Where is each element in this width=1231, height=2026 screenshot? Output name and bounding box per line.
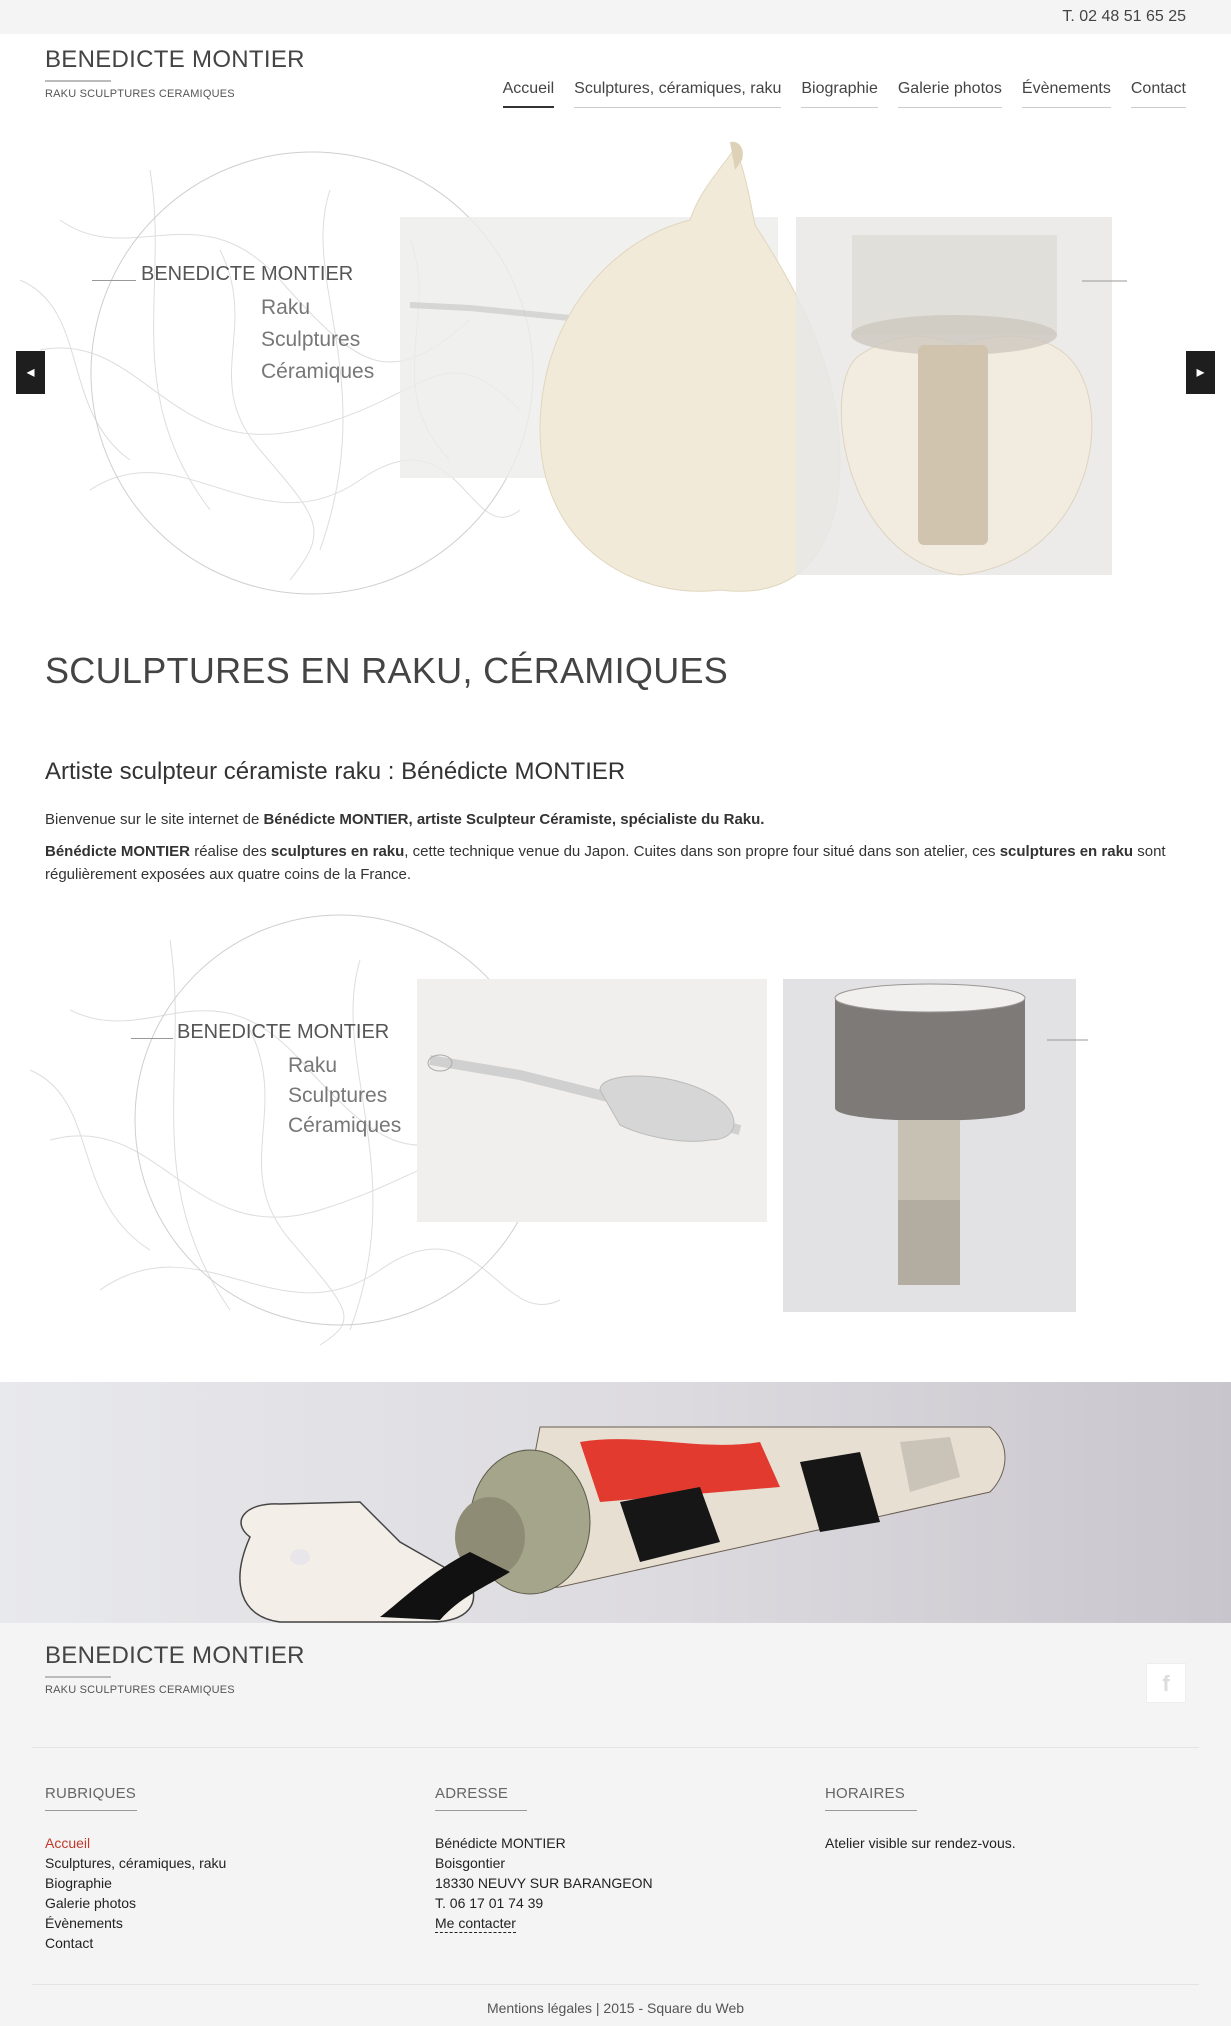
- slider-caption-line2: Sculptures: [261, 328, 361, 351]
- nav-item-evenements[interactable]: Évènements: [1022, 80, 1111, 108]
- address-line-city: 18330 NEUVY SUR BARANGEON: [435, 1875, 653, 1891]
- header-phone[interactable]: T. 02 48 51 65 25: [1062, 8, 1186, 25]
- footer-logo[interactable]: [45, 1642, 305, 1696]
- hero-slider: [0, 130, 1231, 600]
- slider-prev-button[interactable]: [16, 351, 45, 394]
- contact-me-link[interactable]: Me contacter: [435, 1915, 516, 1931]
- footer-horaires: [825, 1785, 1016, 1853]
- site-logo[interactable]: [45, 46, 305, 100]
- promo-caption-line3: Céramiques: [288, 1114, 402, 1137]
- footer-divider-top: [32, 1747, 1199, 1748]
- promo-caption-line2: Sculptures: [288, 1084, 388, 1107]
- adresse-heading: ADRESSE: [435, 1785, 509, 1802]
- nav-item-biographie[interactable]: Biographie: [801, 80, 878, 108]
- horaires-text: Atelier visible sur rendez-vous.: [825, 1835, 1016, 1851]
- footer-brand-rule: [45, 1676, 111, 1678]
- main-nav: [503, 80, 1186, 108]
- page-title: SCULPTURES EN RAKU, CÉRAMIQUES: [45, 650, 729, 691]
- footer-brand-name: BENEDICTE MONTIER: [45, 1642, 305, 1669]
- horaires-heading: HORAIRES: [825, 1785, 905, 1802]
- slider-caption-line1: Raku: [261, 296, 311, 319]
- promo-image: [0, 900, 1231, 1350]
- description-paragraph: Bénédicte MONTIER réalise des sculptures en raku, cette technique venue du Japon. Cuites dans son propre four situé dans son atelier, ces sculptures en raku sont régulièrement exposées aux quatre coins de la France.: [45, 843, 1166, 883]
- slider-caption-name: BENEDICTE MONTIER: [141, 263, 354, 285]
- nav-item-galerie[interactable]: Galerie photos: [898, 80, 1002, 108]
- brand-tagline: RAKU SCULPTURES CERAMIQUES: [45, 88, 235, 100]
- promo-caption-name: BENEDICTE MONTIER: [177, 1021, 390, 1043]
- nav-item-accueil[interactable]: Accueil: [503, 80, 555, 108]
- brand-rule: [45, 80, 111, 82]
- footer-link-sculptures[interactable]: Sculptures, céramiques, raku: [45, 1855, 227, 1871]
- footer-link-galerie[interactable]: Galerie photos: [45, 1895, 137, 1911]
- footer-link-biographie[interactable]: Biographie: [45, 1875, 112, 1891]
- intro-paragraph: Bienvenue sur le site internet de Bénédicte MONTIER, artiste Sculpteur Céramiste, spécialiste du Raku.: [45, 811, 765, 828]
- pear-sculpture: [540, 148, 840, 591]
- facebook-button[interactable]: [1146, 1663, 1186, 1703]
- footer-link-evenements[interactable]: Évènements: [45, 1915, 123, 1931]
- slider-artwork: [0, 130, 1231, 600]
- lamp-base: [918, 345, 988, 545]
- facebook-icon: f: [1162, 1671, 1170, 1696]
- address-line-name: Bénédicte MONTIER: [435, 1835, 566, 1851]
- footer-rubriques: [45, 1785, 226, 1953]
- nav-item-contact[interactable]: Contact: [1131, 80, 1186, 108]
- slider-caption-line3: Céramiques: [261, 360, 375, 383]
- rubriques-heading: RUBRIQUES: [45, 1785, 136, 1802]
- chevron-left-icon: ◂: [26, 364, 35, 381]
- page-subtitle: Artiste sculpteur céramiste raku : Bénédicte MONTIER: [45, 758, 626, 785]
- footer-link-contact[interactable]: Contact: [45, 1935, 94, 1951]
- footer-copyright[interactable]: Mentions légales | 2015 - Square du Web: [486, 2000, 745, 2016]
- promo-caption-line1: Raku: [288, 1054, 338, 1077]
- footer-adresse: [435, 1785, 653, 1933]
- footer-divider-bottom: [32, 1984, 1199, 1985]
- chevron-right-icon: ▸: [1196, 364, 1205, 381]
- footer-link-accueil[interactable]: Accueil: [45, 1835, 91, 1851]
- nav-item-sculptures[interactable]: Sculptures, céramiques, raku: [574, 80, 781, 108]
- slider-next-button[interactable]: [1186, 351, 1215, 394]
- address-line-phone[interactable]: T. 06 17 01 74 39: [435, 1895, 544, 1911]
- top-bar: [0, 0, 1231, 34]
- site-footer: [0, 1623, 1231, 2026]
- address-line-place: Boisgontier: [435, 1855, 506, 1871]
- banner-image: [0, 1382, 1231, 1623]
- brand-name: BENEDICTE MONTIER: [45, 46, 305, 73]
- footer-brand-tagline: RAKU SCULPTURES CERAMIQUES: [45, 1684, 235, 1696]
